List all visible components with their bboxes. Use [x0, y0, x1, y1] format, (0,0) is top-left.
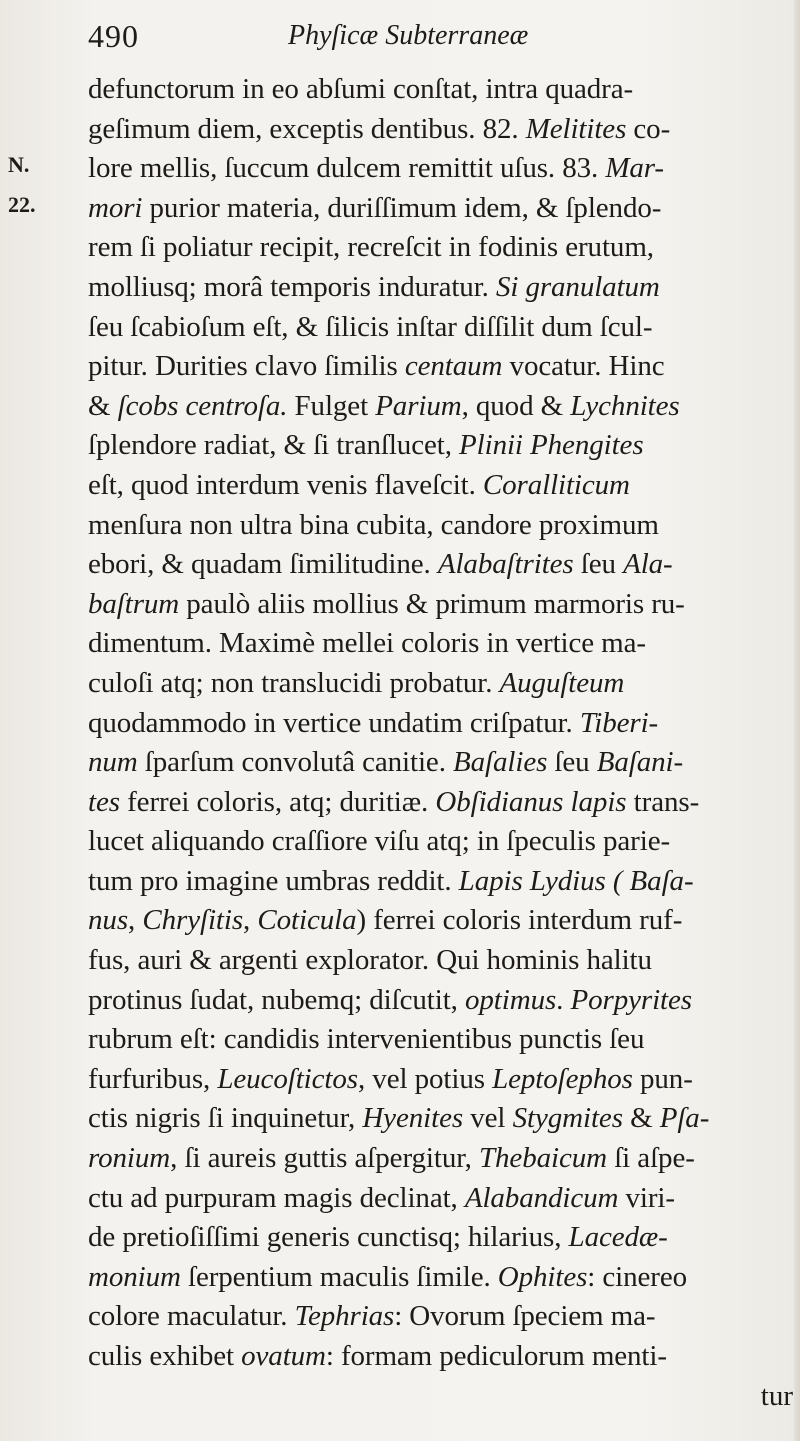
text-segment: lucet aliquando craſſiore viſu atq; in ſpeculis parie- — [88, 825, 671, 858]
italic-term: Lacedæ- — [568, 1221, 668, 1254]
text-line — [88, 1377, 793, 1417]
text-segment: menſura non ultra bina cubita, candore proximum — [88, 508, 659, 541]
text-segment: purior materia, duriſſimum idem, & ſplendo- — [142, 191, 662, 224]
margin-note: 22. — [8, 191, 36, 217]
italic-term: Stygmites — [512, 1102, 623, 1135]
italic-term: mori — [88, 191, 143, 224]
text-segment: trans- — [626, 785, 700, 818]
text-segment: : Ovorum ſpeciem ma- — [394, 1300, 656, 1333]
text-line — [88, 1099, 793, 1139]
text-segment: ſeu ſcabioſum eſt, & ſilicis inſtar diſſilit dum ſcul- — [88, 310, 653, 343]
italic-term: centaum — [404, 350, 503, 383]
text-segment: ſeu — [547, 746, 597, 779]
italic-term: Baſalies — [453, 746, 548, 779]
text-segment: , — [243, 904, 258, 937]
text-segment: . — [556, 983, 571, 1016]
italic-term: Si granulatum — [495, 270, 660, 303]
text-segment: Fulget — [287, 389, 376, 422]
text-segment: vel — [463, 1102, 513, 1135]
page-header — [0, 18, 800, 62]
text-segment: , ſi aureis guttis aſpergitur, — [170, 1142, 479, 1175]
running-title: Phyſicæ Subterraneæ — [288, 20, 529, 51]
text-segment: ſi aſpe- — [607, 1142, 695, 1175]
text-segment: ) ferrei coloris interdum ruf- — [356, 904, 683, 937]
text-segment: colore maculatur. — [88, 1300, 295, 1333]
page-number: 490 — [88, 18, 139, 54]
italic-term: ovatum — [241, 1340, 326, 1372]
text-segment: tum pro imagine umbras reddit. — [88, 864, 459, 897]
text-line — [88, 1297, 793, 1337]
text-line — [88, 862, 793, 902]
text-segment: ferrei coloris, atq; duritiæ. — [119, 785, 436, 818]
text-segment: geſimum diem, exceptis dentibus. 82. — [88, 112, 526, 145]
text-line — [88, 783, 793, 823]
text-segment: , quod & — [461, 389, 571, 422]
text-segment: tur — [760, 1379, 793, 1412]
text-line — [88, 1218, 793, 1258]
text-segment: quodammodo in vertice undatim criſpatur. — [88, 706, 580, 739]
text-segment: pun- — [632, 1062, 693, 1095]
italic-term: Porpyrites — [570, 983, 692, 1016]
italic-term: tes — [88, 785, 120, 818]
italic-term: Thebaicum — [478, 1142, 608, 1175]
italic-term: Leucoſtictos — [217, 1062, 358, 1095]
text-line — [88, 1139, 793, 1179]
text-line — [88, 1020, 793, 1060]
text-line — [88, 149, 793, 189]
text-segment: molliusq; morâ temporis induratur. — [88, 270, 496, 303]
text-segment: ſparſum convolutâ canitie. — [137, 746, 454, 779]
text-segment: furfuribus, — [88, 1062, 218, 1095]
italic-term: Lychnites — [570, 389, 680, 422]
text-segment: ſplendore radiat, & ſi tranſlucet, — [88, 429, 460, 462]
italic-term: Baſani- — [596, 746, 684, 779]
text-line — [88, 901, 793, 941]
italic-term: nus — [88, 904, 129, 937]
text-line — [88, 189, 793, 229]
text-segment: co- — [626, 112, 671, 145]
italic-term: baſtrum — [88, 587, 180, 620]
text-segment: culis exhibet — [88, 1340, 242, 1372]
italic-term: ronium — [88, 1142, 171, 1175]
text-segment: rem ſi poliatur recipit, recreſcit in fodinis erutum, — [88, 231, 654, 264]
italic-term: Lapis Lydius ( Baſa- — [458, 864, 694, 897]
text-segment: fus, auri & argenti explorator. Qui hominis halitu — [88, 944, 652, 977]
italic-term: Mar- — [605, 152, 664, 185]
text-segment: ſeu — [573, 548, 624, 581]
text-line — [88, 70, 793, 110]
page-edge — [794, 0, 800, 1441]
text-line — [88, 1060, 793, 1100]
italic-term: monium — [88, 1260, 181, 1293]
text-line — [88, 347, 793, 387]
italic-term: Auguſteum — [499, 666, 625, 699]
text-line — [88, 110, 793, 150]
text-line — [88, 268, 793, 308]
text-line — [88, 1179, 793, 1219]
italic-term: Tiberi- — [579, 706, 659, 739]
text-segment: ctis nigris ſi inquinetur, — [88, 1102, 363, 1135]
italic-term: Chryſitis — [142, 904, 244, 937]
italic-term: ſcobs centroſa. — [117, 389, 288, 422]
italic-term: Ala- — [623, 548, 673, 581]
italic-term: Pſa- — [659, 1102, 710, 1135]
italic-term: Tephrias — [294, 1300, 395, 1333]
text-line — [88, 981, 793, 1021]
text-line — [88, 387, 793, 427]
text-segment: paulò aliis mollius & primum marmoris ru- — [179, 587, 685, 620]
text-line — [88, 426, 793, 466]
text-segment: : formam pediculorum menti- — [325, 1340, 667, 1372]
text-segment: : cinereo — [587, 1260, 688, 1293]
italic-term: Hyenites — [362, 1102, 464, 1135]
text-line — [88, 466, 793, 506]
text-segment: dimentum. Maximè mellei coloris in vertice ma- — [88, 627, 646, 660]
italic-term: Alabaſtrites — [437, 548, 574, 581]
text-line — [88, 1258, 793, 1298]
text-line — [88, 664, 793, 704]
text-line — [88, 704, 793, 744]
text-line — [88, 822, 793, 862]
text-segment: ebori, & quadam ſimilitudine. — [88, 548, 438, 581]
text-line — [88, 228, 793, 268]
text-segment: viri- — [618, 1181, 675, 1214]
text-segment: defunctorum in eo abſumi conſtat, intra quadra- — [88, 73, 634, 105]
italic-term: Coralliticum — [482, 468, 630, 501]
text-line — [88, 506, 793, 546]
text-segment: rubrum eſt: candidis intervenientibus punctis ſeu — [88, 1023, 645, 1056]
text-segment: & — [88, 389, 118, 422]
text-line — [88, 585, 793, 625]
text-segment: culoſi atq; non translucidi probatur. — [88, 666, 500, 699]
text-segment: pitur. Durities clavo ſimilis — [88, 350, 405, 383]
text-segment: ſerpentium maculis ſimile. — [180, 1260, 498, 1293]
margin-note: N. — [8, 152, 30, 177]
text-segment: eſt, quod interdum venis flaveſcit. — [88, 468, 483, 501]
italic-term: Ophites — [497, 1260, 588, 1293]
text-segment: ctu ad purpuram magis declinat, — [88, 1181, 465, 1214]
italic-term: Alabandicum — [464, 1181, 619, 1214]
text-segment: , — [128, 904, 143, 937]
italic-term: Parium — [375, 389, 462, 422]
text-segment: de pretioſiſſimi generis cunctisq; hilarius, — [88, 1221, 569, 1254]
italic-term: Coticula — [257, 904, 357, 937]
text-segment: protinus ſudat, nubemq; diſcutit, — [88, 983, 465, 1016]
text-segment: lore mellis, ſuccum dulcem remittit uſus. 83. — [88, 152, 606, 185]
text-segment: , vel potius — [357, 1062, 493, 1095]
italic-term: num — [88, 746, 138, 779]
italic-term: optimus — [464, 983, 557, 1016]
text-segment: & — [622, 1102, 660, 1135]
text-segment: vocatur. Hinc — [502, 350, 665, 383]
text-line — [88, 545, 793, 585]
italic-term: Leptoſephos — [492, 1062, 633, 1095]
text-line — [88, 743, 793, 783]
italic-term: Obſidianus lapis — [435, 785, 627, 818]
text-line — [88, 1337, 793, 1377]
text-line — [88, 624, 793, 664]
italic-term: Plinii Phengites — [459, 429, 644, 462]
text-line — [88, 308, 793, 348]
italic-term: Melitites — [525, 112, 627, 145]
body-text — [88, 70, 793, 1416]
text-line — [88, 941, 793, 981]
